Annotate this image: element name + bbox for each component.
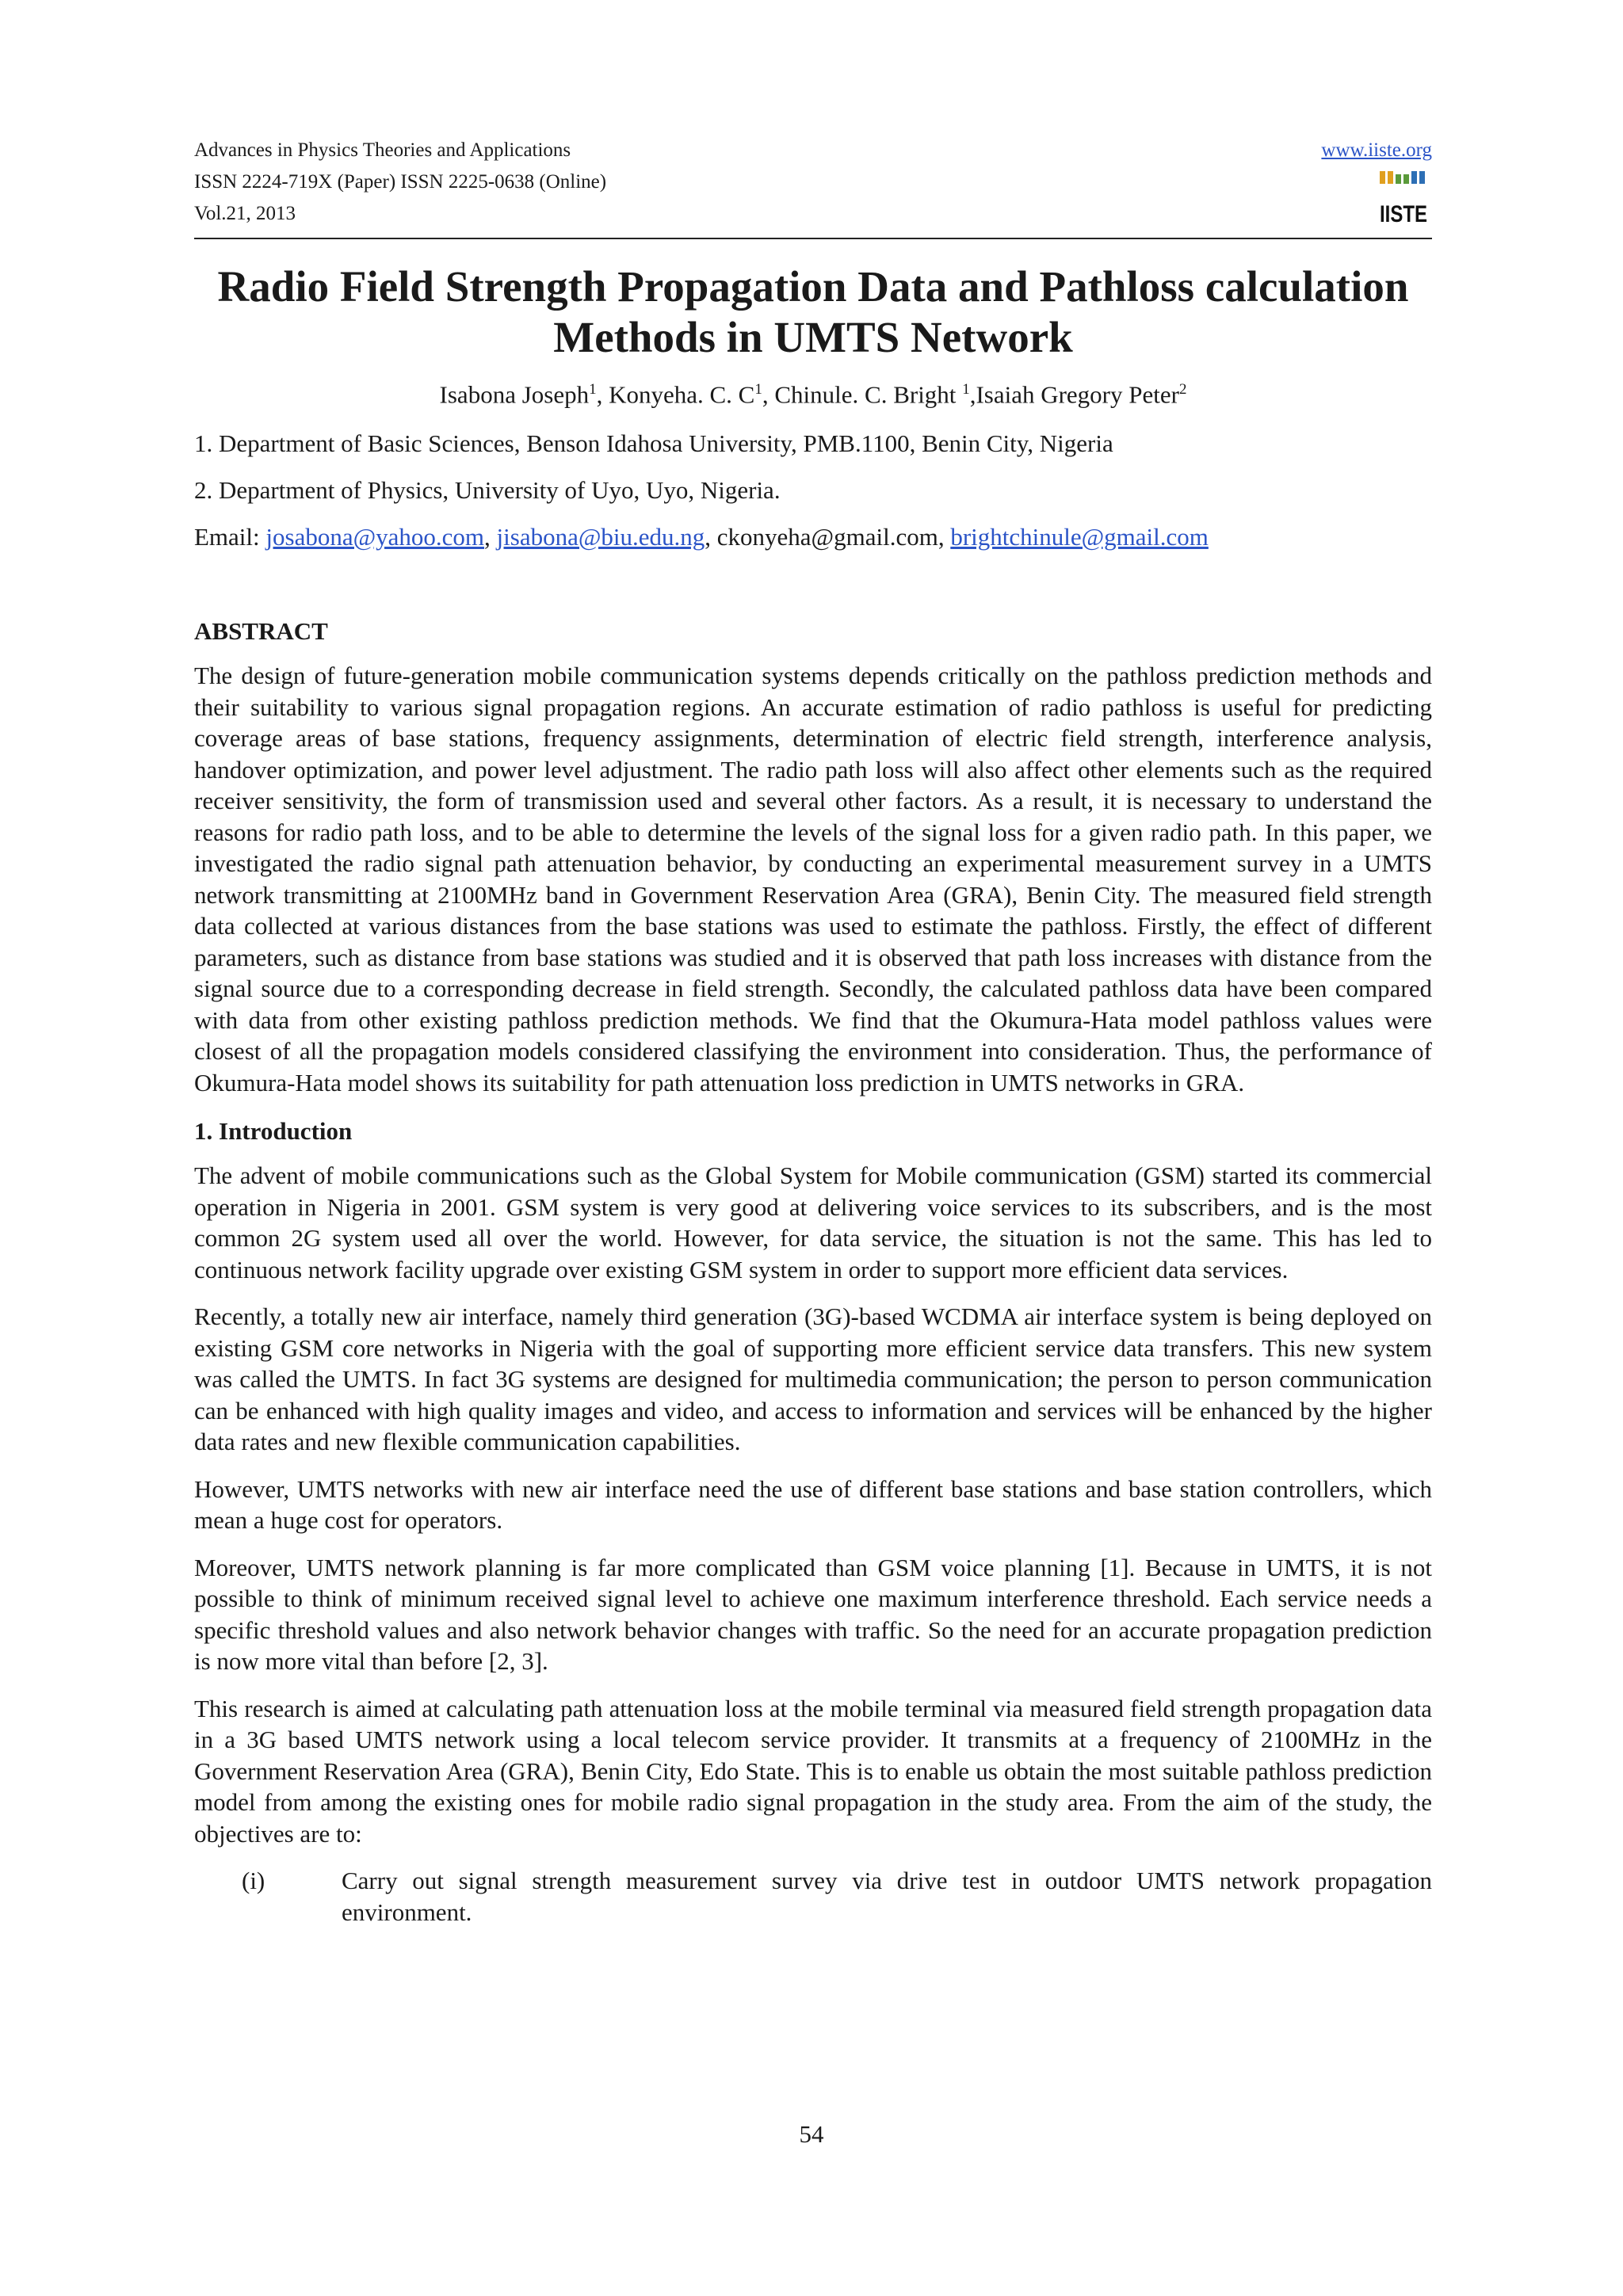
journal-issn: ISSN 2224-719X (Paper) ISSN 2225-0638 (Online): [194, 171, 607, 193]
author-separator: ,: [969, 380, 976, 409]
iiste-logo: [1378, 171, 1429, 228]
logo-text: IISTE: [1380, 201, 1427, 227]
objective-number: (i): [242, 1867, 265, 1894]
author-affiliation-marker: 2: [1178, 381, 1187, 398]
journal-header: [194, 135, 1432, 239]
author-list: [194, 372, 1432, 412]
page-number: 54: [799, 2120, 824, 2148]
email-link[interactable]: brightchinule@gmail.com: [950, 523, 1209, 551]
author-affiliation-marker: 1: [589, 381, 597, 398]
affiliation-2: 2. Department of Physics, University of Uyo, Uyo, Nigeria.: [194, 476, 781, 504]
author-name: Isaiah Gregory Peter: [976, 380, 1179, 409]
objective-text: Carry out signal strength measurement survey via drive test in outdoor UMTS network propagation environment.: [342, 1867, 1432, 1926]
email-separator: ,: [705, 523, 717, 551]
email-link[interactable]: jisabona@biu.edu.ng: [496, 523, 705, 551]
journal-info: [194, 135, 606, 230]
intro-paragraph: However, UMTS networks with new air interface need the use of different base stations and base station controllers, which mean a huge cost for operators.: [194, 1474, 1432, 1534]
intro-paragraph: Moreover, UMTS network planning is far more complicated than GSM voice planning [1]. Because in UMTS, it is not possible to think of minimum received signal level to achieve one maximum interference threshold. Each service needs a specific threshold values and also network behavior changes with traffic. So the need for an accurate propagation prediction is now more vital than before [2, 3].: [194, 1553, 1432, 1675]
intro-paragraph: This research is aimed at calculating path attenuation loss at the mobile terminal via measured field strength propagation data in a 3G based UMTS network using a local telecom service provider. It transmits at a frequency of 2100MHz in the Government Reservation Area (GRA), Benin City, Edo State. This is to enable us obtain the most suitable pathloss prediction model from among the existing ones for mobile radio signal propagation in the study area. From the aim of the study, the objectives are to:: [194, 1694, 1432, 1848]
objective-item: [194, 1865, 1432, 1928]
author-affiliation-marker: 1: [754, 381, 762, 398]
email-text: ckonyeha@gmail.com: [716, 523, 938, 551]
abstract-heading: ABSTRACT: [194, 617, 328, 645]
paper-body: [194, 614, 1432, 1928]
journal-volume: Vol.21, 2013: [194, 203, 296, 224]
email-link[interactable]: josabona@yahoo.com: [265, 523, 485, 551]
email-separator: ,: [938, 523, 951, 551]
journal-url-link[interactable]: www.iiste.org: [1321, 139, 1432, 161]
email-label: Email:: [194, 523, 266, 551]
author-separator: ,: [596, 380, 609, 409]
paper-title: Radio Field Strength Propagation Data and Pathloss calculation Methods in UMTS Network: [217, 262, 1409, 361]
email-separator: ,: [484, 523, 497, 551]
abstract-text: The design of future-generation mobile communication systems depends critically on the pathloss prediction methods and their suitability to various signal propagation regions. An accurate estimation of radio pathloss is useful for predicting coverage areas of base stations, frequency assignments, determination of electric field strength, interference analysis, handover optimization, and power level adjustment. The radio path loss will also affect other elements such as the required receiver sensitivity, the form of transmission used and several other factors. As a result, it is necessary to understand the reasons for radio path loss, and to be able to determine the levels of the signal loss for a given radio path. In this paper, we investigated the radio signal path attenuation behavior, by conducting an experimental measurement survey in a UMTS network transmitting at 2100MHz band in Government Reservation Area (GRA), Benin City. The measured field strength data collected at various distances from the base stations was used to estimate the pathloss. Firstly, the effect of different parameters, such as distance from base stations was studied and it is observed that path loss increases with distance from the signal source due to a corresponding decrease in field strength. Secondly, the calculated pathloss data have been compared with data from other existing pathloss prediction methods. We find that the Okumura-Hata model pathloss values were closest of all the propagation models considered classifying the environment into consideration. Thus, the performance of Okumura-Hata model shows its suitability for path attenuation loss prediction in UMTS networks in GRA.: [194, 662, 1432, 1097]
author-affiliation-marker: 1: [962, 381, 970, 398]
email-line: [194, 520, 1209, 555]
affiliation-1: 1. Department of Basic Sciences, Benson Idahosa University, PMB.1100, Benin City, Nigeria: [194, 429, 1113, 457]
introduction-heading: 1. Introduction: [194, 1117, 353, 1145]
author-name: Isabona Joseph: [439, 380, 590, 409]
author-name: Konyeha. C. C: [609, 380, 755, 409]
intro-paragraph: Recently, a totally new air interface, namely third generation (3G)-based WCDMA air interface system is being deployed on existing GSM core networks in Nigeria with the goal of supporting more efficient service data transfers. This new system was called the UMTS. In fact 3G systems are designed for multimedia communication; the person to person communication can be enhanced with high quality images and video, and access to information and services will be enhanced by the higher data rates and new flexible communication capabilities.: [194, 1302, 1432, 1455]
email-list: [265, 523, 1208, 551]
intro-paragraph: The advent of mobile communications such as the Global System for Mobile communication (GSM) started its commercial operation in Nigeria in 2001. GSM system is very good at delivering voice services to its subscribers, and is the most common 2G system used all over the world. However, for data service, the situation is not the same. This has led to continuous network facility upgrade over existing GSM system in order to support more efficient data services.: [194, 1161, 1432, 1283]
author-separator: ,: [762, 380, 775, 409]
author-name: Chinule. C. Bright: [774, 380, 963, 409]
journal-name: Advances in Physics Theories and Applications: [194, 139, 571, 161]
